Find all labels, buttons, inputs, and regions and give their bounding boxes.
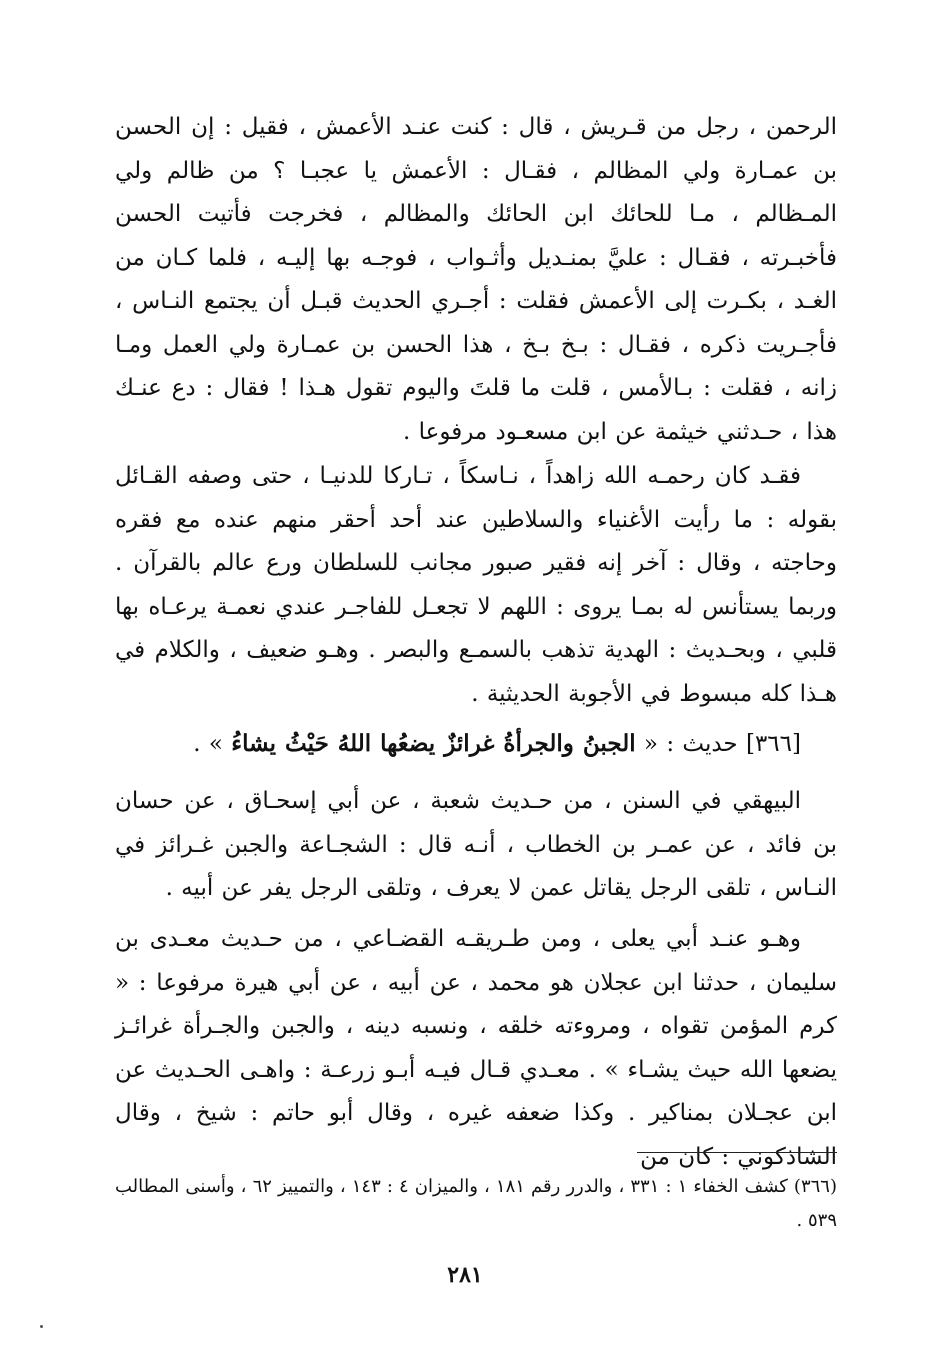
footnote bbox=[115, 1170, 837, 1238]
hadith-text: الجبنُ والجرأةُ غرائزٌ يضعُها اللهُ حَيْثُ يشاءُ bbox=[231, 730, 636, 757]
hadith-label: حديث : bbox=[666, 731, 738, 757]
paragraph-4-text: وهـو عنـد أبي يعلى ، ومن طـريقـه القضـاعي ، من حـديث معـدى بن سليمان ، حدثنا ابن عجلان هو محمد ، عن أبيه ، عن أبي هيرة مرفوعا : « كرم المؤمن تقواه ، ومروءته خلقه ، ونسبه دينه ، والجبن والجـرأة غرائـز يضعها الله حيث يشـاء » . معـدي قـال فيـه أبـو زرعـة : واهـى الحـديث عن ابن عجـلان بمناكير . وكذا ضعفه غيره ، وقال أبو حاتم : شيخ ، وقال الشاذكوني : كان من bbox=[115, 926, 837, 1170]
paragraph-4 bbox=[115, 918, 837, 1179]
paragraph-3-text: البيهقي في السنن ، من حـديث شعبة ، عن أبي إسحـاق ، عن حسان بن فائد ، عن عمـر بن الخطاب ، أنـه قال : الشجـاعة والجبن غـرائز في النـاس ، تلقى الرجل يقاتل عمن لا يعرف ، وتلقى الرجل يفر عن أبيه . bbox=[115, 788, 837, 901]
hadith-heading bbox=[115, 722, 837, 767]
scan-speck bbox=[40, 1325, 43, 1328]
paragraph-1 bbox=[115, 106, 837, 454]
hadith-open-quote: « bbox=[643, 731, 658, 757]
hadith-number: [٣٦٦] bbox=[745, 731, 801, 757]
footnote-divider bbox=[637, 1152, 837, 1153]
paragraph-2 bbox=[115, 455, 837, 716]
paragraph-3 bbox=[115, 780, 837, 911]
paragraph-1-text: الرحمن ، رجل من قـريش ، قال : كنت عنـد الأعمش ، فقيل : إن الحسن بن عمـارة ولي المظالم ، فقـال : الأعمش يا عجبـا ؟ من ظالم ولي المـظالم ، مـا للحائك ابن الحائك والمظالم ، فخرجت فأتيت الحسن فأخبـرته ، فقـال : عليَّ بمنـديل وأثـواب ، فوجـه بها إليـه ، فلما كـان من الغـد ، بكـرت إلى الأعمش فقلت : أجـري الحديث قبـل أن يجتمع النـاس ، فأجـريت ذكره ، فقـال : بـخ بـخ ، هذا الحسن بن عمـارة ولي العمل ومـا زانه ، فقلت : بـالأمس ، قلت ما قلتَ واليوم تقول هـذا ! فقال : دع عنـك هذا ، حـدثني خيثمة عن ابن مسعـود مرفوعا . bbox=[115, 114, 837, 445]
footnote-text: (٣٦٦) كشف الخفاء ١ : ٣٣١ ، والدرر رقم ١٨١ ، والميزان ٤ : ١٤٣ ، والتمييز ٦٢ ، وأسنى المطالب ٥٣٩ . bbox=[115, 1176, 837, 1231]
paragraph-2-text: فقـد كان رحمـه الله زاهداً ، نـاسكاً ، تـاركا للدنيـا ، حتى وصفه القـائل بقوله : ما رأيت الأغنياء والسلاطين عند أحد أحقر منهم عنده مع فقره وحاجته ، وقال : آخر إنه فقير صبور مجانب للسلطان ورع عالم بالقرآن . وربما يستأنس له بمـا يروى : اللهم لا تجعـل للفاجـر عندي نعمـة يرعـاه بها قلبي ، وبحـديث : الهدية تذهب بالسمـع والبصر . وهـو ضعيف ، والكلام في هـذا كله مبسوط في الأجوبة الحديثية . bbox=[115, 463, 837, 707]
hadith-close-quote: » . bbox=[193, 731, 223, 757]
page-number: ٢٨١ bbox=[447, 1262, 483, 1288]
